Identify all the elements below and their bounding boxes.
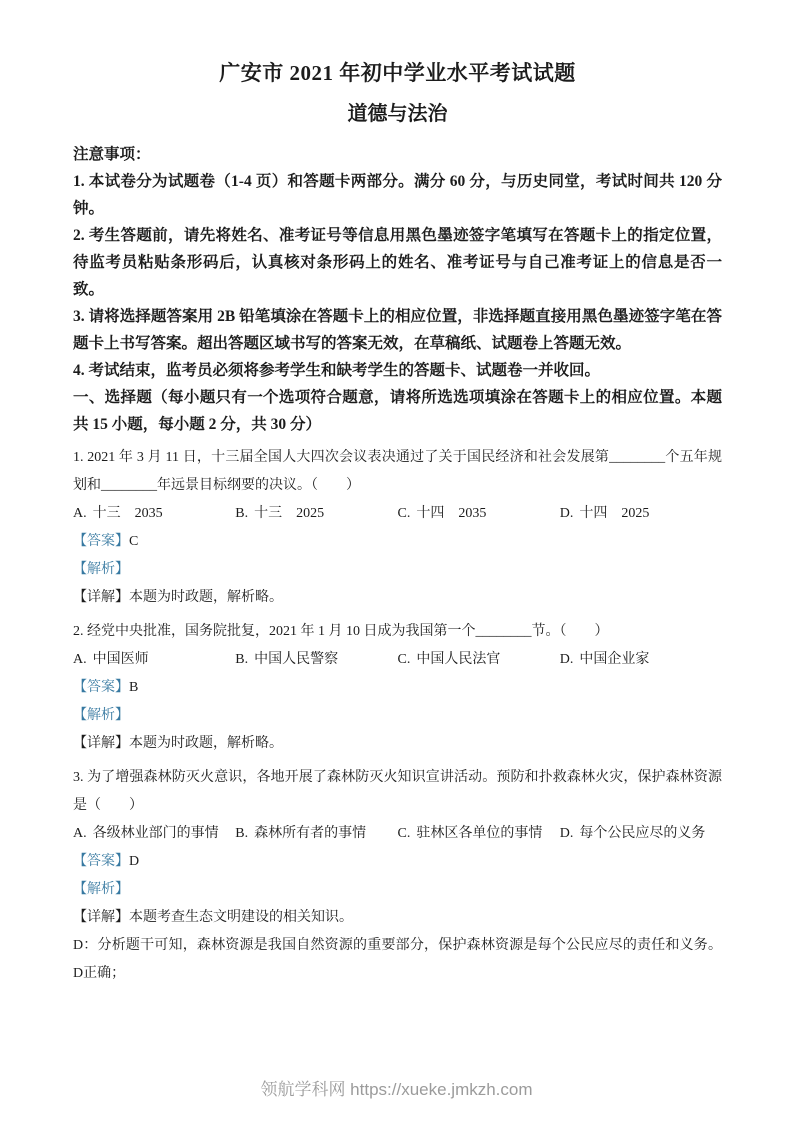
question-2 [73,618,722,758]
detail-label: 【详解】 [73,736,129,751]
question-2-detail-line [73,730,722,758]
notice-item-3: 3. 请将选择题答案用 2B 铅笔填涂在答题卡上的相应位置，非选择题直接用黑色墨迹签字笔在答题卡上书写答案。超出答题区域书写的答案无效，在草稿纸、试题卷上答题无效。 [73,308,722,352]
question-1-option-b: B. 十三 2025 [235,506,325,521]
question-2-option-b: B. 中国人民警察 [235,652,339,667]
analysis-label: 【解析】 [73,562,129,577]
question-1 [73,444,722,612]
answer-label: 【答案】 [73,680,129,695]
question-3-detail-line [73,904,722,932]
question-2-option-d: D. 中国企业家 [559,652,650,667]
question-3-option-a: A. 各级林业部门的事情 [73,826,219,841]
analysis-label: 【解析】 [73,708,129,723]
question-3 [73,764,722,988]
question-2-answer-line [73,674,722,702]
section-heading: 一、选择题（每小题只有一个选项符合题意，请将所选选项填涂在答题卡上的相应位置。本题共 15 小题，每小题 2 分，共 30 分） [73,389,722,433]
question-1-option-d: D. 十四 2025 [559,506,650,521]
question-1-answer-line [73,528,722,556]
notice-heading: 注意事项： [73,146,151,163]
answer-label: 【答案】 [73,534,129,549]
question-3-option-b: B. 森林所有者的事情 [235,826,367,841]
watermark-footer: 领航学科网 https://xueke.jmkzh.com [260,1080,533,1099]
notice-item-1: 1. 本试卷分为试题卷（1-4 页）和答题卡两部分。满分 60 分，与历史同堂，考试时间共 120 分钟。 [73,173,722,217]
question-1-answer: C [129,534,139,549]
detail-label: 【详解】 [73,590,129,605]
question-2-options [73,646,722,674]
notice-item-4: 4. 考试结束，监考员必须将参考学生和缺考学生的答题卡、试题卷一并收回。 [73,362,601,379]
notice-section [73,141,722,384]
page-title: 广安市 2021 年初中学业水平考试试题 [219,61,576,85]
question-3-options [73,820,722,848]
question-2-option-a: A. 中国医师 [73,652,149,667]
page-subject: 道德与法治 [347,103,448,125]
question-1-detail: 本题为时政题，解析略。 [129,590,283,605]
question-3-option-d: D. 每个公民应尽的义务 [559,826,706,841]
questions-area [73,444,722,988]
question-3-option-c: C. 驻林区各单位的事情 [397,826,543,841]
question-3-detail: 本题考查生态文明建设的相关知识。 [129,910,353,925]
question-3-answer-line [73,848,722,876]
question-3-detail-extra: D：分析题干可知，森林资源是我国自然资源的重要部分，保护森林资源是每个公民应尽的责任和义务。D正确； [73,938,722,981]
answer-label: 【答案】 [73,854,129,869]
question-3-answer: D [129,854,140,869]
question-2-stem: 2. 经党中央批准，国务院批复，2021 年 1 月 10 日成为我国第一个________节。（ ） [73,624,609,639]
question-1-options [73,500,722,528]
question-2-detail: 本题为时政题，解析略。 [129,736,283,751]
question-1-option-a: A. 十三 2035 [73,506,163,521]
detail-label: 【详解】 [73,910,129,925]
question-2-option-c: C. 中国人民法官 [397,652,501,667]
question-1-option-c: C. 十四 2035 [397,506,487,521]
analysis-label: 【解析】 [73,882,129,897]
notice-item-2: 2. 考生答题前，请先将姓名、准考证号等信息用黑色墨迹签字笔填写在答题卡上的指定位置，待监考员粘贴条形码后，认真核对条形码上的姓名、准考证号与自己准考证上的信息是否一致。 [73,227,722,298]
question-1-stem: 1. 2021 年 3 月 11 日，十三届全国人大四次会议表决通过了关于国民经济和社会发展第________个五年规划和________年远景目标纲要的决议。（ ） [73,450,722,493]
question-1-detail-line [73,584,722,612]
question-3-stem: 3. 为了增强森林防灭火意识，各地开展了森林防灭火知识宣讲活动。预防和扑救森林火灾，保护森林资源是（ ） [73,770,722,813]
question-2-answer: B [129,680,139,695]
